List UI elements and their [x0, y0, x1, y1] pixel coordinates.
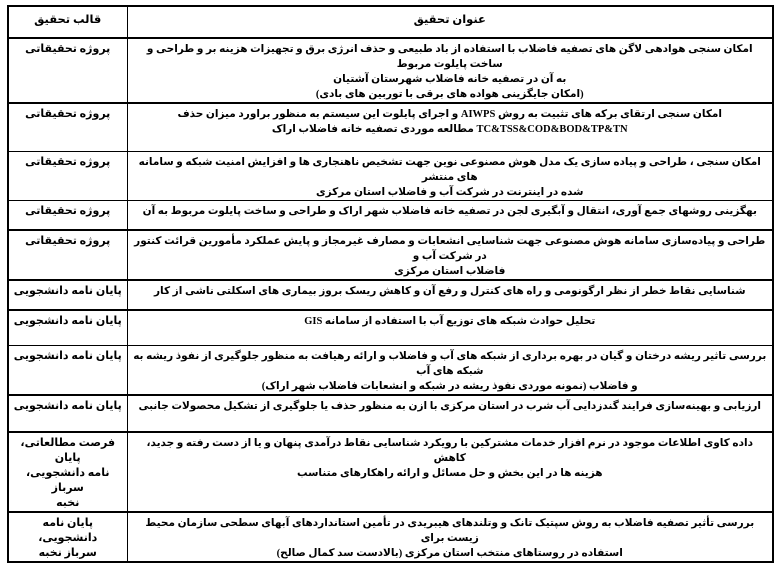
title-cell [127, 103, 773, 151]
title-cell [127, 310, 773, 345]
title-cell [127, 200, 773, 230]
title-cell [127, 395, 773, 432]
format-text: نخبه [56, 496, 80, 509]
table-row [8, 395, 773, 432]
format-cell [8, 345, 127, 395]
title-text: شناسایی نقاط خطر از نظر ارگونومی و راه های کنترل و رفع آن و کاهش ریسک بروز بیماری های اسکلتی ناشی از کار [153, 286, 746, 297]
format-cell [8, 38, 127, 103]
title-text: امکان سنجی هوادهی لاگن های تصفیه فاضلاب با استفاده از باد طبیعی و حذف انرژی برق و تجهیزات هزینه بر و طراحی و ساخت پایلوت مربوط [146, 44, 753, 70]
title-text: بررسی تاثیر ریشه درختان و گیان در بهره برداری از شبکه های آب و فاضلاب و ارائه رهیافت به منظور جلوگیری از نفوذ ریشه به شبکه های آب [133, 350, 767, 377]
table-row [8, 345, 773, 395]
format-text: نامه دانشجویی، سرباز [26, 466, 110, 494]
title-text: طراحی و پیاده‌سازی سامانه هوش مصنوعی جهت شناسایی انشعابات و مصارف غیرمجاز و پایش عملکرد مأمورین قرائت کنتور در شرکت آب و [134, 236, 766, 262]
format-text: پروژه تحقیقاتی [25, 108, 111, 120]
format-cell [8, 432, 127, 512]
format-text: پایان نامه دانشجویی [13, 285, 122, 297]
table-row [8, 151, 773, 200]
table-row [8, 310, 773, 345]
format-cell [8, 310, 127, 345]
column-header-title: عنوان تحقیق [127, 6, 773, 38]
format-cell [8, 395, 127, 432]
format-cell [8, 230, 127, 280]
format-text: پروژه تحقیقاتی [25, 204, 111, 217]
format-text: پروژه تحقیقاتی [25, 155, 111, 168]
title-text: استفاده در روستاهای منتخب استان مرکزی (بالادست سد کمال صالح) [276, 547, 623, 559]
title-text: امکان سنجی ، طراحی و پیاده سازی یک مدل هوش مصنوعی نوین جهت تشخیص ناهنجاری ها و افزایش امنیت شبکه و سامانه های منتشر [138, 156, 761, 183]
format-cell [8, 280, 127, 310]
table-body [8, 38, 773, 562]
table-row [8, 280, 773, 310]
title-cell [127, 345, 773, 395]
table-row [8, 103, 773, 151]
title-text: تحلیل حوادث شبکه های توزیع آب با استفاده از سامانه GIS [304, 316, 596, 327]
format-text: فرصت مطالعاتی، پایان [20, 436, 116, 464]
title-text: امکان سنجی ارتقای برکه های تثبیت به روش AIWPS و اجرای پایلوت این سیستم به منظور براورد میزان حذف [177, 109, 723, 120]
title-text: شده در اینترنت در شرکت آب و فاضلاب استان مرکزی [316, 186, 584, 198]
title-text: بررسی تأثیر تصفیه فاضلاب به روش سپتیک تانک و وتلندهای هیبریدی در تأمین استانداردهای آبهای سطحی سازمان محیط زیست برای [145, 517, 755, 544]
format-text: پایان نامه دانشجویی [13, 315, 122, 327]
table-row [8, 38, 773, 103]
title-text: فاضلاب استان مرکزی [394, 266, 506, 277]
format-text: سرباز نخبه [38, 546, 97, 559]
title-text: هزینه ها در این بخش و حل مسائل و ارائه راهکارهای متناسب [296, 467, 603, 479]
format-text: پایان نامه دانشجویی [13, 349, 122, 362]
title-text: TC&TSS&COD&BOD&TP&TN مطالعه موردی تصفیه خانه فاضلاب اراک [271, 124, 628, 135]
format-text: پروژه تحقیقاتی [25, 235, 111, 247]
title-text: به آن در تصفیه خانه فاضلاب شهرستان آشتیان [333, 74, 567, 85]
title-text: ارزیابی و بهینه‌سازی فرایند گندزدایی آب شرب در استان مرکزی با ازن به منظور حذف یا جلوگیری از تشکیل محصولات جانبی [138, 400, 762, 412]
title-text: بهگزینی روشهای جمع آوری، انتقال و آبگیری لجن در تصفیه خانه فاضلاب شهر اراک و طراحی و ساخت پایلوت مربوط به آن [142, 205, 757, 217]
header-row [8, 6, 773, 38]
format-cell [8, 103, 127, 151]
title-cell [127, 151, 773, 200]
title-text: (امکان جایگزینی هواده های برقی با توربین های بادی) [315, 89, 584, 100]
title-cell [127, 512, 773, 562]
title-cell [127, 38, 773, 103]
format-text: پایان نامه دانشجویی، [38, 516, 98, 544]
format-text: پروژه تحقیقاتی [25, 43, 111, 55]
title-cell [127, 230, 773, 280]
table-row [8, 432, 773, 512]
table-row [8, 230, 773, 280]
format-text: پایان نامه دانشجویی [13, 399, 122, 412]
title-cell [127, 432, 773, 512]
title-cell [127, 280, 773, 310]
format-cell [8, 151, 127, 200]
title-text: و فاضلاب (نمونه موردی نفوذ ریشه در شبکه و انشعابات فاضلاب شهر اراک) [261, 380, 638, 392]
research-table [7, 5, 774, 563]
title-text: داده کاوی اطلاعات موجود در نرم افزار خدمات مشترکین با رویکرد شناسایی نقاط درآمدی پنهان و یا از دست رفته و جدید، کاهش [146, 437, 753, 464]
column-header-format: قالب تحقیق [8, 6, 127, 38]
format-cell [8, 200, 127, 230]
table-row [8, 512, 773, 562]
table-row [8, 200, 773, 230]
format-cell [8, 512, 127, 562]
